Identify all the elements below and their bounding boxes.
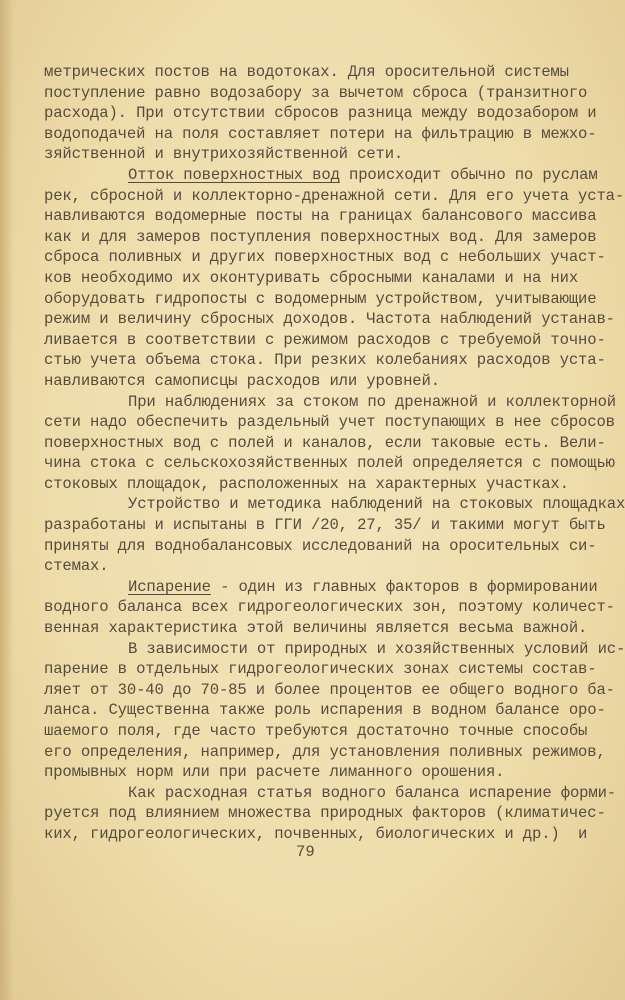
line-text: навливаются самописцы расходов или уровней. <box>44 371 440 390</box>
line-text: водоподачей на поля составляет потери на фильтрацию в межхо- <box>44 124 597 143</box>
text-line <box>44 247 604 268</box>
text-line <box>44 186 625 207</box>
line-text: зяйственной и внутрихозяйственной сети. <box>44 145 404 164</box>
text-line <box>44 206 604 227</box>
text-line <box>44 700 604 721</box>
text-line <box>44 227 604 248</box>
underlined-heading: Отток поверхностных вод <box>128 165 340 184</box>
line-text: навливаются водомерные посты на границах балансового массива <box>44 207 597 226</box>
line-text: расхода). При отсутствии сбросов разница между водозабором и <box>44 104 597 123</box>
text-line <box>44 742 604 763</box>
line-text: ких, гидрогеологических, почвенных, биологических и др.) и <box>44 824 588 843</box>
line-text: ков необходимо их оконтуривать сбросными каналами и на них <box>44 268 579 287</box>
line-text: Устройство и методика наблюдений на стоковых площадках <box>128 495 625 514</box>
text-line <box>44 721 604 742</box>
text-line <box>44 453 615 474</box>
document-body <box>44 62 625 845</box>
page-edge-shadow <box>0 0 14 1000</box>
text-line <box>44 83 604 104</box>
line-text: поверхностных вод с полей и каналов, если таковые есть. Вели- <box>44 433 606 452</box>
line-text: руется под влиянием множества природных факторов (климатичес- <box>44 804 606 823</box>
line-text: как и для замеров поступления поверхностных вод. Для замеров <box>44 227 597 246</box>
line-text: стоковых площадок, расположенных на характерных участках. <box>44 474 569 493</box>
text-line <box>44 103 604 124</box>
line-text: ляет от 30-40 до 70-85 и более процентов ее общего водного ба- <box>44 680 615 699</box>
text-line <box>44 330 604 351</box>
text-line <box>44 392 617 413</box>
text-line <box>44 577 604 598</box>
text-line <box>44 350 604 371</box>
line-text: метрических постов на водотоках. Для оросительной системы <box>44 63 569 81</box>
line-text: венная характеристика этой величины является весьма важной. <box>44 619 588 638</box>
line-text: - один из главных факторов в формировании <box>210 577 598 596</box>
line-text: чина стока с сельскохозяйственных полей определяется с помощью <box>44 454 615 473</box>
line-text: разработаны и испытаны в ГГИ /20, 27, 35/ и такими могут быть <box>44 516 606 535</box>
line-text: режим и величину сбросных доходов. Частота наблюдений устанав- <box>44 310 615 329</box>
text-line <box>44 124 604 145</box>
text-line <box>44 165 604 186</box>
line-text: парение в отдельных гидрогеологических зонах системы состав- <box>44 660 597 679</box>
text-line <box>44 144 604 165</box>
text-line <box>44 556 604 577</box>
text-line <box>44 494 625 515</box>
text-line <box>44 412 615 433</box>
line-text: шаемого поля, где часто требуются достаточно точные способы <box>44 722 588 740</box>
line-text: Как расходная статья водного баланса испарение форми- <box>128 783 617 802</box>
text-line <box>44 515 604 536</box>
text-line <box>44 433 604 454</box>
text-line <box>44 618 604 639</box>
page-number: 79 <box>296 843 315 861</box>
line-text: сброса поливных и других поверхностных вод с небольших участ- <box>44 248 606 267</box>
line-text: стью учета объема стока. При резких колебаниях расходов уста- <box>44 351 606 370</box>
text-line <box>44 536 604 557</box>
text-line <box>44 62 604 83</box>
line-text: рек, сбросной и коллекторно-дренажной сети. Для его учета уста- <box>44 186 625 205</box>
line-text: При наблюдениях за стоком по дренажной и коллекторной <box>128 392 617 411</box>
line-text: водного баланса всех гидрогеологических зон, поэтому количест- <box>44 598 615 617</box>
text-line <box>44 597 615 618</box>
line-text: сети надо обеспечить раздельный учет поступающих в нее сбросов <box>44 413 615 432</box>
text-line <box>44 474 604 495</box>
text-line <box>44 309 615 330</box>
text-line <box>44 371 604 392</box>
text-line <box>44 762 604 783</box>
text-line <box>44 639 625 660</box>
line-text: стемах. <box>44 557 109 576</box>
text-line <box>44 824 604 845</box>
text-line <box>44 783 617 804</box>
line-text: В зависимости от природных и хозяйственных условий ис- <box>128 639 625 658</box>
text-line <box>44 289 604 310</box>
line-text: ливается в соответствии с режимом расходов с требуемой точно- <box>44 330 606 349</box>
text-line <box>44 803 604 824</box>
line-text: ланса. Существенна также роль испарения в водном балансе оро- <box>44 701 606 720</box>
line-text: происходит обычно по руслам <box>339 165 598 184</box>
text-line <box>44 268 604 289</box>
text-line <box>44 659 604 680</box>
text-line <box>44 680 615 701</box>
line-text: его определения, например, для установления поливных режимов, <box>44 742 606 761</box>
line-text: оборудовать гидропосты с водомерным устройством, учитывающие <box>44 289 597 308</box>
line-text: приняты для воднобалансовых исследований на оросительных си- <box>44 536 597 555</box>
underlined-heading: Испарение <box>128 577 211 596</box>
line-text: промывных норм или при расчете лиманного орошения. <box>44 763 505 782</box>
line-text: поступление равно водозабору за вычетом сброса (транзитного <box>44 83 588 102</box>
